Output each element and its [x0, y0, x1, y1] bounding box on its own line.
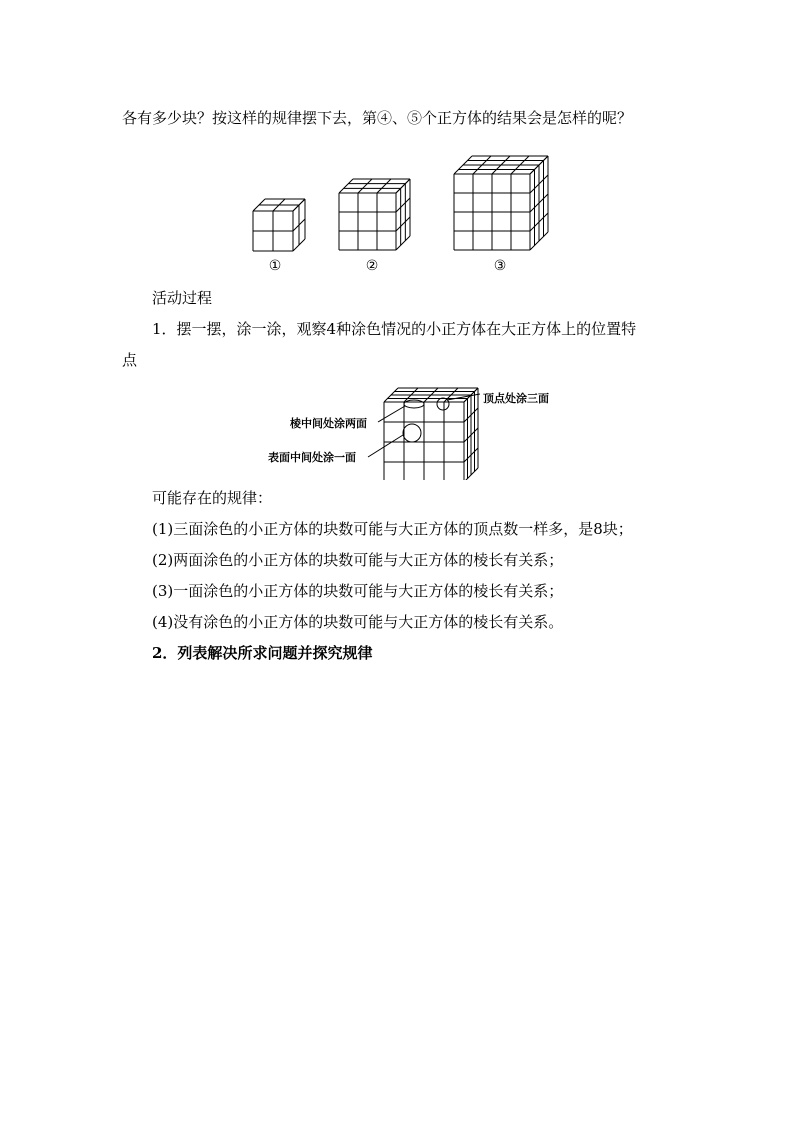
rule-3: (3)一面涂色的小正方体的块数可能与大正方体的棱长有关系；: [152, 582, 564, 600]
annotation-vertex: 顶点处涂三面: [483, 392, 549, 405]
rules-heading: 可能存在的规律：: [152, 489, 273, 507]
edge-pointer: [378, 406, 405, 422]
painted-cube-figure: [0, 380, 794, 480]
cube-label-1: ①: [268, 258, 282, 274]
cube-grid-line: [396, 179, 410, 193]
cube-grid-line: [377, 179, 391, 193]
intro-line: 各有多少块？按这样的规律摆下去，第④、⑤个正方体的结果会是怎样的呢？: [122, 109, 633, 127]
face-marker-circle: [403, 424, 421, 442]
edge-marker-ellipse: [404, 400, 424, 408]
cube-grid-line: [339, 179, 353, 193]
cube-label-2: ②: [365, 258, 379, 274]
step1-line1: 1．摆一摆，涂一涂，观察4种涂色情况的小正方体在大正方体上的位置特: [152, 320, 637, 338]
cube-grid-line: [396, 198, 410, 212]
annotation-face: 表面中间处涂一面: [268, 451, 356, 464]
step2-line: 2．列表解决所求问题并探究规律: [152, 644, 373, 662]
cube-grid-line: [396, 217, 410, 231]
face-pointer: [368, 435, 403, 457]
rule-2: (2)两面涂色的小正方体的块数可能与大正方体的棱长有关系；: [152, 551, 564, 569]
rule-4: (4)没有涂色的小正方体的块数可能与大正方体的棱长有关系。: [152, 613, 564, 631]
cube-grid-line: [396, 236, 410, 250]
cube-grid-line: [358, 179, 372, 193]
annotation-edge: 棱中间处涂两面: [290, 417, 367, 430]
cube-label-3: ③: [493, 258, 507, 274]
rule-1: (1)三面涂色的小正方体的块数可能与大正方体的顶点数一样多，是8块；: [152, 520, 633, 538]
step1-line2: 点: [122, 351, 138, 369]
section-title: 活动过程: [152, 289, 213, 307]
cube-sequence-figure: [0, 0, 794, 280]
